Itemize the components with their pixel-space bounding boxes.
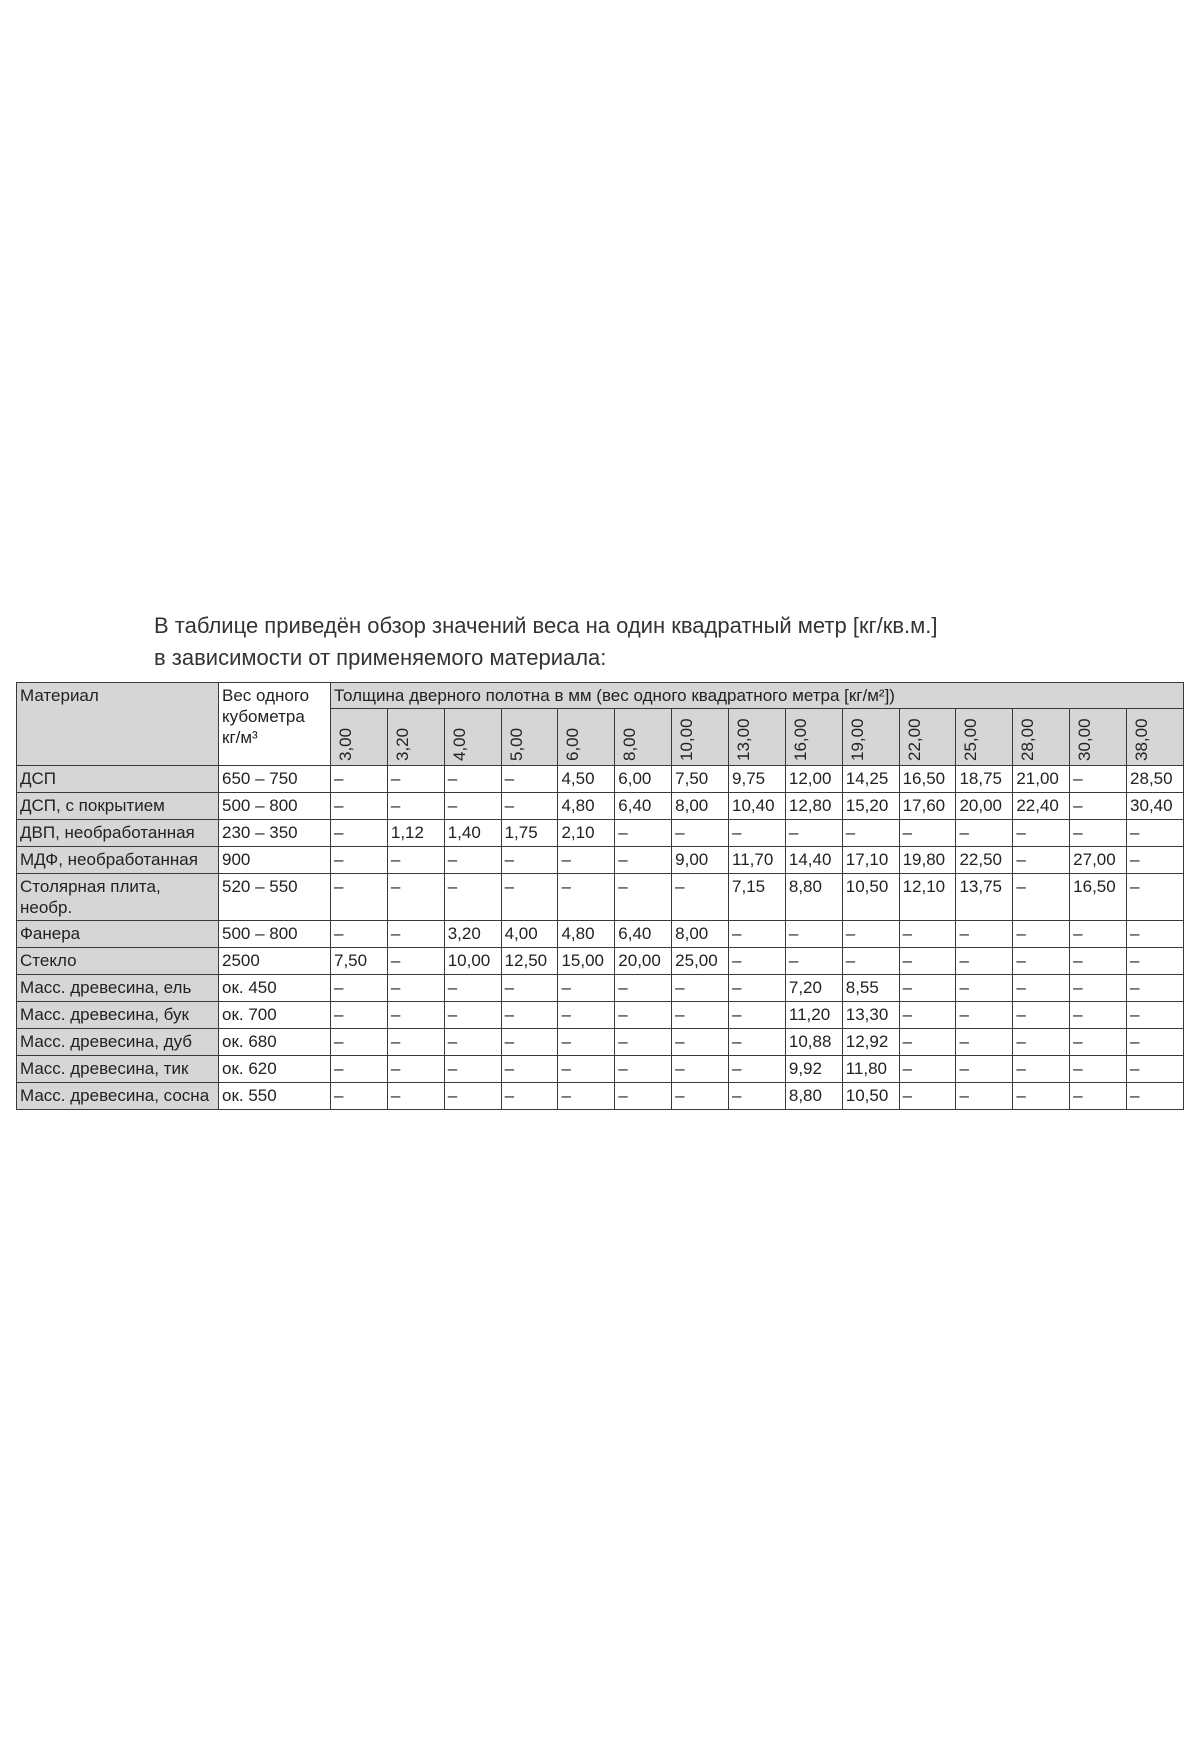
header-density: Вес одного кубометра кг/м³ [219, 683, 331, 766]
value-cell: – [785, 820, 842, 847]
header-thickness-label: 16,00 [790, 718, 810, 761]
value-cell: 10,00 [444, 948, 501, 975]
value-cell: – [444, 1002, 501, 1029]
value-cell: – [615, 1029, 672, 1056]
value-cell: – [387, 793, 444, 820]
value-cell: 4,00 [501, 921, 558, 948]
header-thickness-label: 6,00 [563, 727, 583, 761]
value-cell: 7,15 [729, 874, 786, 921]
density-cell: ок. 550 [219, 1083, 331, 1110]
material-cell: Масс. древесина, дуб [17, 1029, 219, 1056]
value-cell: 18,75 [956, 766, 1013, 793]
value-cell: – [672, 874, 729, 921]
header-thickness-label: 13,00 [734, 718, 754, 761]
table-row [17, 1056, 1184, 1083]
value-cell: – [956, 1056, 1013, 1083]
header-thickness-label: 10,00 [677, 718, 697, 761]
value-cell: 30,40 [1127, 793, 1184, 820]
value-cell: – [672, 975, 729, 1002]
value-cell: – [1013, 1083, 1070, 1110]
value-cell: – [1127, 921, 1184, 948]
value-cell: 10,88 [785, 1029, 842, 1056]
value-cell: – [1127, 948, 1184, 975]
value-cell: – [1070, 1083, 1127, 1110]
header-thickness-5 [615, 709, 672, 766]
table-header [17, 683, 1184, 766]
value-cell: – [672, 820, 729, 847]
header-thickness-label: 5,00 [506, 727, 526, 761]
value-cell: – [615, 1083, 672, 1110]
value-cell: – [444, 874, 501, 921]
density-cell: ок. 700 [219, 1002, 331, 1029]
density-cell: ок. 680 [219, 1029, 331, 1056]
value-cell: 9,00 [672, 847, 729, 874]
header-thickness-13 [1070, 709, 1127, 766]
value-cell: 15,20 [842, 793, 899, 820]
value-cell: 9,92 [785, 1056, 842, 1083]
value-cell: 25,00 [672, 948, 729, 975]
value-cell: – [1070, 820, 1127, 847]
intro-line-2: в зависимости от применяемого материала: [154, 645, 607, 670]
value-cell: – [331, 975, 388, 1002]
value-cell: – [1070, 921, 1127, 948]
value-cell: – [729, 820, 786, 847]
value-cell: – [1013, 1056, 1070, 1083]
value-cell: 4,50 [558, 766, 615, 793]
value-cell: 2,10 [558, 820, 615, 847]
value-cell: – [615, 1002, 672, 1029]
value-cell: – [1070, 793, 1127, 820]
value-cell: 19,80 [899, 847, 956, 874]
value-cell: 8,55 [842, 975, 899, 1002]
value-cell: – [331, 847, 388, 874]
value-cell: 14,25 [842, 766, 899, 793]
header-thickness-label: 4,00 [449, 727, 469, 761]
value-cell: – [729, 1056, 786, 1083]
value-cell: – [1013, 847, 1070, 874]
value-cell: 14,40 [785, 847, 842, 874]
table-row [17, 793, 1184, 820]
value-cell: 12,00 [785, 766, 842, 793]
value-cell: – [444, 766, 501, 793]
value-cell: 1,12 [387, 820, 444, 847]
header-thickness-11 [956, 709, 1013, 766]
table-row [17, 1002, 1184, 1029]
value-cell: – [1127, 874, 1184, 921]
value-cell: 11,20 [785, 1002, 842, 1029]
density-cell: 500 – 800 [219, 793, 331, 820]
value-cell: – [387, 921, 444, 948]
value-cell: – [1013, 1002, 1070, 1029]
value-cell: – [501, 874, 558, 921]
value-cell: 16,50 [899, 766, 956, 793]
value-cell: – [387, 766, 444, 793]
material-cell: ДВП, необработанная [17, 820, 219, 847]
value-cell: – [1013, 921, 1070, 948]
header-thickness-label: 3,00 [336, 727, 355, 761]
value-cell: 1,75 [501, 820, 558, 847]
value-cell: – [956, 1083, 1013, 1110]
value-cell: – [331, 820, 388, 847]
value-cell: – [956, 1002, 1013, 1029]
material-cell: Масс. древесина, бук [17, 1002, 219, 1029]
value-cell: 7,20 [785, 975, 842, 1002]
intro-line-1: В таблице приведён обзор значений веса на один квадратный метр [кг/кв.м.] [154, 613, 938, 638]
value-cell: – [331, 1002, 388, 1029]
value-cell: – [558, 874, 615, 921]
value-cell: – [785, 921, 842, 948]
value-cell: – [615, 975, 672, 1002]
value-cell: 7,50 [331, 948, 388, 975]
value-cell: – [558, 1002, 615, 1029]
table-row [17, 847, 1184, 874]
value-cell: – [899, 1029, 956, 1056]
value-cell: – [899, 975, 956, 1002]
value-cell: 10,50 [842, 1083, 899, 1110]
value-cell: – [1070, 975, 1127, 1002]
value-cell: 12,92 [842, 1029, 899, 1056]
value-cell: 6,40 [615, 921, 672, 948]
value-cell: – [1127, 847, 1184, 874]
weight-table-container [16, 682, 1184, 1110]
value-cell: – [558, 1029, 615, 1056]
header-thickness-10 [899, 709, 956, 766]
value-cell: 8,80 [785, 1083, 842, 1110]
value-cell: – [501, 1056, 558, 1083]
value-cell: – [615, 1056, 672, 1083]
value-cell: 3,20 [444, 921, 501, 948]
value-cell: 20,00 [956, 793, 1013, 820]
value-cell: 1,40 [444, 820, 501, 847]
value-cell: – [331, 1083, 388, 1110]
value-cell: – [1127, 975, 1184, 1002]
value-cell: – [387, 1029, 444, 1056]
value-cell: – [956, 975, 1013, 1002]
value-cell: 27,00 [1070, 847, 1127, 874]
header-material: Материал [17, 683, 219, 766]
material-cell: Столярная плита, необр. [17, 874, 219, 921]
value-cell: 16,50 [1070, 874, 1127, 921]
table-row [17, 1083, 1184, 1110]
value-cell: – [729, 948, 786, 975]
value-cell: 12,50 [501, 948, 558, 975]
value-cell: – [387, 1002, 444, 1029]
value-cell: – [729, 1029, 786, 1056]
value-cell: – [331, 766, 388, 793]
material-cell: ДСП, с покрытием [17, 793, 219, 820]
value-cell: – [558, 1083, 615, 1110]
value-cell: – [331, 793, 388, 820]
density-cell: 500 – 800 [219, 921, 331, 948]
header-thickness: Толщина дверного полотна в мм (вес одного квадратного метра [кг/м²]) [331, 683, 1184, 709]
value-cell: 8,80 [785, 874, 842, 921]
value-cell: – [1013, 874, 1070, 921]
value-cell: – [899, 921, 956, 948]
value-cell: – [558, 975, 615, 1002]
value-cell: – [387, 1083, 444, 1110]
value-cell: 20,00 [615, 948, 672, 975]
header-thickness-6 [672, 709, 729, 766]
table-row [17, 820, 1184, 847]
value-cell: – [1013, 975, 1070, 1002]
value-cell: – [387, 847, 444, 874]
value-cell: – [956, 948, 1013, 975]
value-cell: – [615, 820, 672, 847]
header-thickness-label: 22,00 [904, 718, 924, 761]
header-thickness-14 [1127, 709, 1184, 766]
table-row [17, 766, 1184, 793]
header-thickness-2 [444, 709, 501, 766]
value-cell: – [558, 847, 615, 874]
weight-table [16, 682, 1184, 1110]
value-cell: – [672, 1029, 729, 1056]
header-thickness-0 [331, 709, 388, 766]
value-cell: – [785, 948, 842, 975]
material-cell: Масс. древесина, сосна [17, 1083, 219, 1110]
value-cell: 13,30 [842, 1002, 899, 1029]
value-cell: 15,00 [558, 948, 615, 975]
value-cell: – [956, 921, 1013, 948]
header-thickness-9 [842, 709, 899, 766]
value-cell: 9,75 [729, 766, 786, 793]
value-cell: 12,10 [899, 874, 956, 921]
value-cell: – [1127, 1029, 1184, 1056]
value-cell: – [1070, 1029, 1127, 1056]
value-cell: 8,00 [672, 793, 729, 820]
value-cell: – [899, 820, 956, 847]
value-cell: 22,50 [956, 847, 1013, 874]
value-cell: – [444, 975, 501, 1002]
value-cell: 10,50 [842, 874, 899, 921]
density-cell: 520 – 550 [219, 874, 331, 921]
value-cell: 11,70 [729, 847, 786, 874]
value-cell: – [1127, 820, 1184, 847]
header-thickness-3 [501, 709, 558, 766]
value-cell: – [444, 1056, 501, 1083]
table-row [17, 874, 1184, 921]
value-cell: – [501, 766, 558, 793]
value-cell: 11,80 [842, 1056, 899, 1083]
header-thickness-8 [785, 709, 842, 766]
value-cell: – [1013, 820, 1070, 847]
value-cell: – [729, 1002, 786, 1029]
material-cell: Фанера [17, 921, 219, 948]
header-thickness-label: 3,20 [392, 727, 412, 761]
value-cell: – [501, 793, 558, 820]
value-cell: – [729, 921, 786, 948]
density-cell: ок. 620 [219, 1056, 331, 1083]
value-cell: – [444, 847, 501, 874]
value-cell: – [387, 948, 444, 975]
value-cell: 21,00 [1013, 766, 1070, 793]
value-cell: – [842, 921, 899, 948]
table-row [17, 975, 1184, 1002]
value-cell: – [729, 1083, 786, 1110]
header-thickness-label: 8,00 [620, 727, 640, 761]
value-cell: – [672, 1056, 729, 1083]
value-cell: 17,60 [899, 793, 956, 820]
value-cell: – [1127, 1002, 1184, 1029]
value-cell: 4,80 [558, 793, 615, 820]
value-cell: – [615, 874, 672, 921]
value-cell: – [1127, 1083, 1184, 1110]
value-cell: – [501, 1002, 558, 1029]
density-cell: 650 – 750 [219, 766, 331, 793]
value-cell: – [331, 1056, 388, 1083]
value-cell: – [387, 1056, 444, 1083]
header-thickness-label: 28,00 [1018, 718, 1038, 761]
value-cell: – [331, 874, 388, 921]
value-cell: 17,10 [842, 847, 899, 874]
value-cell: – [501, 1029, 558, 1056]
header-thickness-1 [387, 709, 444, 766]
header-thickness-label: 25,00 [961, 718, 981, 761]
value-cell: – [387, 874, 444, 921]
value-cell: – [729, 975, 786, 1002]
value-cell: 10,40 [729, 793, 786, 820]
value-cell: 4,80 [558, 921, 615, 948]
value-cell: 6,40 [615, 793, 672, 820]
value-cell: – [501, 1083, 558, 1110]
value-cell: – [842, 948, 899, 975]
value-cell: – [501, 975, 558, 1002]
table-row [17, 1029, 1184, 1056]
material-cell: Масс. древесина, ель [17, 975, 219, 1002]
density-cell: 2500 [219, 948, 331, 975]
header-thickness-12 [1013, 709, 1070, 766]
value-cell: 22,40 [1013, 793, 1070, 820]
header-thickness-label: 19,00 [847, 718, 867, 761]
value-cell: – [1013, 948, 1070, 975]
value-cell: – [444, 1083, 501, 1110]
header-thickness-7 [729, 709, 786, 766]
value-cell: – [444, 793, 501, 820]
value-cell: – [1070, 766, 1127, 793]
value-cell: 13,75 [956, 874, 1013, 921]
value-cell: – [842, 820, 899, 847]
value-cell: 6,00 [615, 766, 672, 793]
value-cell: – [558, 1056, 615, 1083]
value-cell: – [672, 1083, 729, 1110]
value-cell: – [899, 1083, 956, 1110]
material-cell: ДСП [17, 766, 219, 793]
material-cell: Стекло [17, 948, 219, 975]
value-cell: – [1070, 948, 1127, 975]
value-cell: 28,50 [1127, 766, 1184, 793]
material-cell: Масс. древесина, тик [17, 1056, 219, 1083]
value-cell: – [899, 1002, 956, 1029]
value-cell: – [615, 847, 672, 874]
density-cell: 230 – 350 [219, 820, 331, 847]
value-cell: – [899, 1056, 956, 1083]
value-cell: – [1127, 1056, 1184, 1083]
table-row [17, 921, 1184, 948]
value-cell: 12,80 [785, 793, 842, 820]
table-row [17, 948, 1184, 975]
value-cell: – [1070, 1056, 1127, 1083]
intro-text [154, 610, 1054, 674]
value-cell: 8,00 [672, 921, 729, 948]
density-cell: 900 [219, 847, 331, 874]
value-cell: – [444, 1029, 501, 1056]
material-cell: МДФ, необработанная [17, 847, 219, 874]
value-cell: – [331, 921, 388, 948]
value-cell: – [899, 948, 956, 975]
header-thickness-label: 38,00 [1132, 718, 1152, 761]
value-cell: 7,50 [672, 766, 729, 793]
header-thickness-4 [558, 709, 615, 766]
value-cell: – [387, 975, 444, 1002]
table-body [17, 766, 1184, 1110]
value-cell: – [956, 1029, 1013, 1056]
value-cell: – [1013, 1029, 1070, 1056]
density-cell: ок. 450 [219, 975, 331, 1002]
value-cell: – [956, 820, 1013, 847]
value-cell: – [1070, 1002, 1127, 1029]
header-thickness-label: 30,00 [1075, 718, 1095, 761]
value-cell: – [331, 1029, 388, 1056]
value-cell: – [672, 1002, 729, 1029]
value-cell: – [501, 847, 558, 874]
